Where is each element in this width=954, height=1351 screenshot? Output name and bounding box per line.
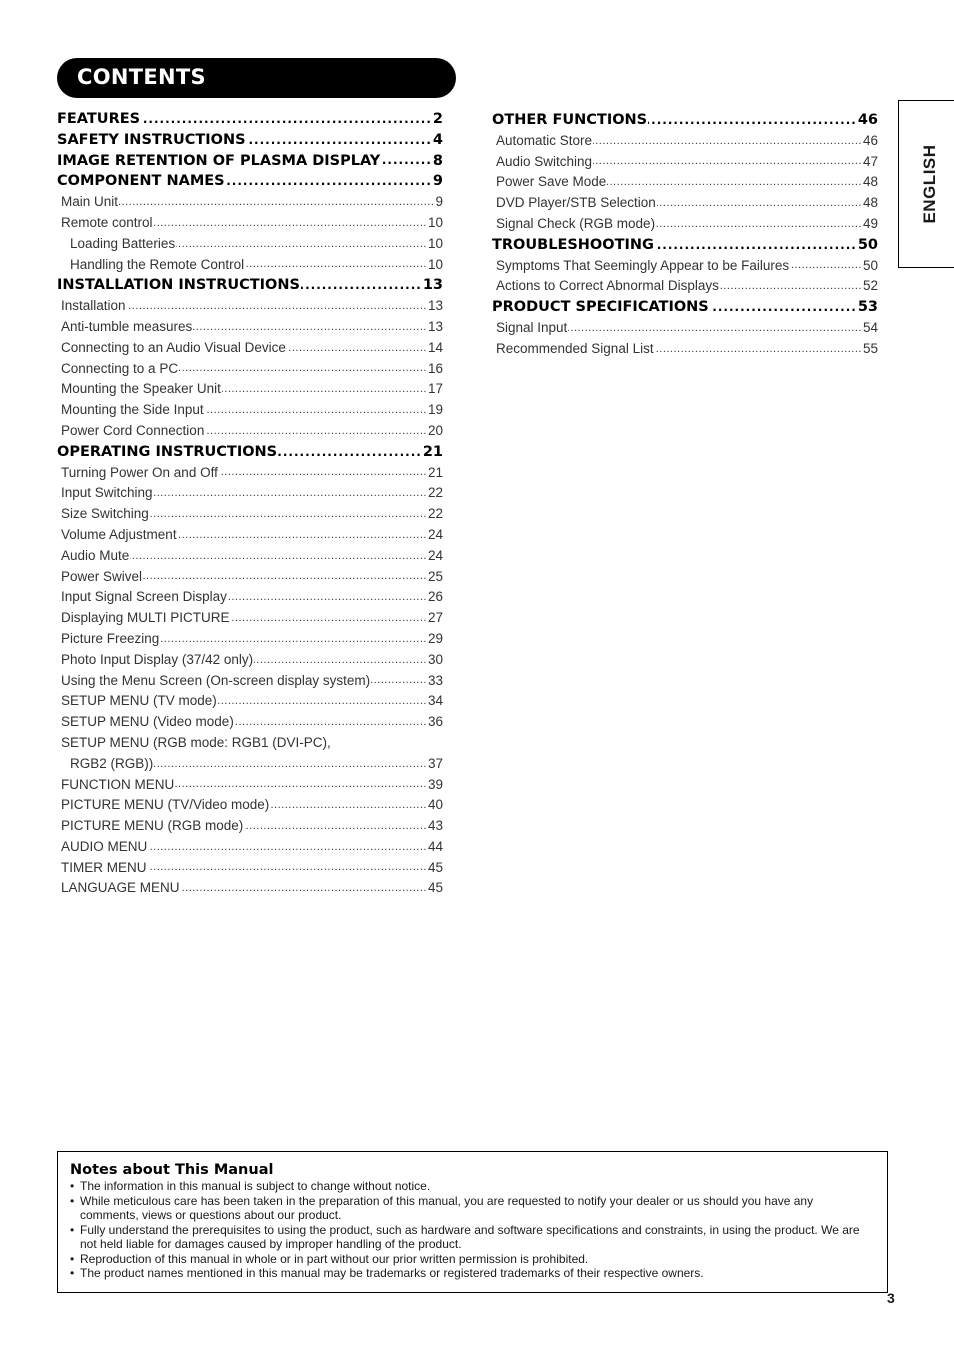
dot-leader xyxy=(154,486,427,500)
toc-page-number: 10 xyxy=(427,235,443,251)
toc-section[interactable] xyxy=(57,130,443,151)
dot-leader xyxy=(278,445,422,459)
toc-entry[interactable] xyxy=(57,775,443,796)
toc-page-number: 33 xyxy=(427,672,443,688)
toc-label: FUNCTION MENU xyxy=(61,776,175,792)
toc-label: RGB2 (RGB)) xyxy=(70,755,154,771)
toc-label: COMPONENT NAMES xyxy=(57,173,225,190)
toc-page-number: 37 xyxy=(427,755,443,771)
toc-label: SETUP MENU (RGB mode: RGB1 (DVI-PC), xyxy=(61,734,331,750)
toc-label: AUDIO MENU xyxy=(61,838,148,854)
toc-page-number: 34 xyxy=(427,693,443,709)
dot-leader xyxy=(150,507,427,521)
dot-leader xyxy=(176,237,427,251)
toc-label: TIMER MENU xyxy=(61,859,147,875)
toc-page-number: 13 xyxy=(427,318,443,334)
toc-label: Signal Check (RGB mode) xyxy=(496,215,656,231)
toc-entry[interactable] xyxy=(57,650,443,671)
notes-title: Notes about This Manual xyxy=(70,1162,274,1178)
toc-entry[interactable] xyxy=(492,256,878,277)
toc-section[interactable] xyxy=(57,171,443,192)
toc-page-number: 36 xyxy=(427,714,443,730)
toc-page-number: 39 xyxy=(427,776,443,792)
toc-entry[interactable] xyxy=(57,858,443,879)
dot-leader xyxy=(127,299,427,313)
toc-label: Mounting the Speaker Unit xyxy=(61,381,221,397)
toc-right-column xyxy=(492,110,878,360)
toc-page-number: 46 xyxy=(857,112,878,128)
toc-entry[interactable] xyxy=(492,276,878,297)
language-tab xyxy=(898,100,954,268)
toc-page-number: 24 xyxy=(427,547,443,563)
dot-leader xyxy=(270,798,427,812)
toc-page-number: 21 xyxy=(422,443,443,460)
toc-page-number: 26 xyxy=(427,589,443,605)
toc-entry[interactable] xyxy=(492,131,878,152)
toc-section[interactable] xyxy=(57,275,443,296)
page-title: CONTENTS xyxy=(77,65,206,89)
dot-leader xyxy=(179,361,427,375)
toc-page-number: 48 xyxy=(862,174,878,190)
dot-leader xyxy=(222,382,427,396)
toc-page-number: 52 xyxy=(862,278,878,294)
dot-leader xyxy=(130,549,427,563)
toc-entry[interactable] xyxy=(57,671,443,692)
toc-label: Automatic Store xyxy=(496,132,593,148)
dot-leader xyxy=(205,424,427,438)
toc-label: Symptoms That Seemingly Appear to be Failures xyxy=(496,257,790,273)
toc-entry[interactable] xyxy=(492,152,878,173)
dot-leader xyxy=(205,403,427,417)
toc-page-number: 4 xyxy=(432,131,443,148)
toc-page-number: 43 xyxy=(427,818,443,834)
toc-entry[interactable] xyxy=(57,296,443,317)
toc-label: Volume Adjustment xyxy=(61,526,177,542)
toc-entry[interactable] xyxy=(57,213,443,234)
toc-entry[interactable] xyxy=(57,878,443,899)
toc-entry[interactable] xyxy=(57,255,443,276)
toc-page-number: 55 xyxy=(862,340,878,356)
toc-page-number: 21 xyxy=(427,464,443,480)
dot-leader xyxy=(301,278,422,292)
dot-leader xyxy=(371,673,427,687)
dot-leader xyxy=(235,715,427,729)
toc-page-number: 53 xyxy=(857,299,878,316)
toc-label: Signal Input xyxy=(496,319,568,335)
toc-section[interactable] xyxy=(57,442,443,463)
dot-leader xyxy=(648,113,857,127)
dot-leader xyxy=(154,757,427,771)
dot-leader xyxy=(228,590,427,604)
toc-page-number: 9 xyxy=(435,194,443,210)
toc-entry[interactable] xyxy=(57,317,443,338)
toc-section[interactable] xyxy=(492,297,878,318)
toc-page-number: 8 xyxy=(432,152,443,169)
dot-leader xyxy=(244,819,427,833)
toc-entry[interactable] xyxy=(57,359,443,380)
toc-entry[interactable] xyxy=(57,754,443,775)
toc-page-number: 47 xyxy=(862,153,878,169)
toc-label: SETUP MENU (Video mode) xyxy=(61,714,234,730)
dot-leader xyxy=(181,881,427,895)
toc-page-number: 54 xyxy=(862,319,878,335)
toc-label: Handling the Remote Control xyxy=(70,256,245,272)
toc-label: PICTURE MENU (RGB mode) xyxy=(61,818,244,834)
dot-leader xyxy=(245,257,427,271)
dot-leader xyxy=(218,694,427,708)
toc-label: Power Save Mode xyxy=(496,174,607,190)
toc-entry[interactable] xyxy=(57,712,443,733)
toc-entry[interactable] xyxy=(57,587,443,608)
dot-leader xyxy=(219,465,427,479)
toc-label: Power Cord Connection xyxy=(61,422,205,438)
toc-label: FEATURES xyxy=(57,111,141,127)
toc-page-number: 50 xyxy=(857,236,878,253)
toc-label: Connecting to an Audio Visual Device xyxy=(61,339,286,355)
toc-label: Picture Freezing xyxy=(61,630,160,646)
toc-entry[interactable] xyxy=(57,629,443,650)
toc-entry[interactable] xyxy=(492,214,878,235)
note-item: • While meticulous care has been taken in the preparation of this manual, you are requested to notify your dealer or us should you have any comments, views or questions about our product. xyxy=(70,1194,875,1223)
dot-leader xyxy=(381,153,432,167)
toc-section[interactable] xyxy=(492,235,878,256)
toc-page-number: 22 xyxy=(427,485,443,501)
toc-entry[interactable] xyxy=(57,837,443,858)
toc-label: PICTURE MENU (TV/Video mode) xyxy=(61,797,270,813)
toc-section[interactable] xyxy=(492,110,878,131)
toc-entry[interactable] xyxy=(492,193,878,214)
dot-leader xyxy=(119,195,434,209)
toc-page-number: 45 xyxy=(427,880,443,896)
toc-page-number: 49 xyxy=(862,215,878,231)
dot-leader xyxy=(710,300,857,314)
dot-leader xyxy=(175,777,427,791)
toc-label: TROUBLESHOOTING xyxy=(492,236,654,253)
toc-label: Input Signal Screen Display xyxy=(61,589,227,605)
toc-page-number: 19 xyxy=(427,402,443,418)
toc-section[interactable] xyxy=(57,109,443,130)
toc-entry[interactable] xyxy=(57,234,443,255)
toc-label: Connecting to a PC xyxy=(61,360,179,376)
toc-label: Audio Switching xyxy=(496,153,593,169)
toc-entry[interactable] xyxy=(492,318,878,339)
toc-page-number: 22 xyxy=(427,506,443,522)
contents-header xyxy=(57,58,456,98)
page-number: 3 xyxy=(887,1290,895,1306)
dot-leader xyxy=(148,840,427,854)
dot-leader xyxy=(143,569,427,583)
toc-entry[interactable] xyxy=(492,172,878,193)
dot-leader xyxy=(160,632,427,646)
toc-label: Using the Menu Screen (On-screen display system) xyxy=(61,672,371,688)
dot-leader xyxy=(568,321,862,335)
toc-entry[interactable] xyxy=(492,339,878,360)
toc-section[interactable] xyxy=(57,151,443,172)
dot-leader xyxy=(231,611,427,625)
toc-page-number: 20 xyxy=(427,422,443,438)
toc-page-number: 30 xyxy=(427,651,443,667)
toc-label: Audio Mute xyxy=(61,547,130,563)
toc-page-number: 10 xyxy=(427,214,443,230)
toc-label: SETUP MENU (TV mode) xyxy=(61,693,217,709)
dot-leader xyxy=(148,860,427,874)
dot-leader xyxy=(790,258,862,272)
toc-label: DVD Player/STB Selection xyxy=(496,195,656,211)
toc-label: Anti-tumble measures xyxy=(61,318,193,334)
toc-page-number: 46 xyxy=(862,132,878,148)
notes-list xyxy=(70,1179,875,1281)
toc-label: Remote control xyxy=(61,214,153,230)
toc-page-number: 13 xyxy=(422,277,443,294)
toc-label: LANGUAGE MENU xyxy=(61,880,180,896)
toc-entry[interactable] xyxy=(57,816,443,837)
toc-entry[interactable] xyxy=(57,463,443,484)
toc-entry[interactable] xyxy=(57,546,443,567)
toc-page-number: 40 xyxy=(427,797,443,813)
toc-label: Displaying MULTI PICTURE xyxy=(61,610,230,626)
toc-page-number: 27 xyxy=(427,610,443,626)
toc-page-number: 13 xyxy=(427,298,443,314)
dot-leader xyxy=(254,653,427,667)
toc-page-number: 16 xyxy=(427,360,443,376)
toc-label: Recommended Signal List xyxy=(496,340,654,356)
toc-entry[interactable] xyxy=(57,338,443,359)
dot-leader xyxy=(247,133,432,147)
toc-entry[interactable] xyxy=(57,795,443,816)
toc-page-number: 25 xyxy=(427,568,443,584)
dot-leader xyxy=(655,342,862,356)
dot-leader xyxy=(141,112,432,126)
dot-leader xyxy=(193,320,427,334)
toc-entry[interactable] xyxy=(57,192,443,213)
toc-entry[interactable] xyxy=(57,483,443,504)
toc-left-column xyxy=(57,109,443,899)
toc-label: Power Swivel xyxy=(61,568,143,584)
dot-leader xyxy=(287,341,427,355)
dot-leader xyxy=(655,238,857,252)
toc-label: INSTALLATION INSTRUCTIONS xyxy=(57,277,300,294)
toc-label: PRODUCT SPECIFICATIONS xyxy=(492,299,709,316)
language-label: ENGLISH xyxy=(919,144,939,224)
dot-leader xyxy=(656,217,862,231)
toc-label: Photo Input Display (37/42 only) xyxy=(61,651,254,667)
toc-page-number: 50 xyxy=(862,257,878,273)
toc-page-number: 2 xyxy=(432,111,443,127)
toc-label: Loading Batteries xyxy=(70,235,176,251)
toc-page-number: 45 xyxy=(427,859,443,875)
toc-entry[interactable] xyxy=(57,504,443,525)
dot-leader xyxy=(154,216,427,230)
toc-page-number: 29 xyxy=(427,630,443,646)
dot-leader xyxy=(593,134,862,148)
toc-entry[interactable] xyxy=(57,379,443,400)
toc-page-number: 9 xyxy=(432,173,443,190)
dot-leader xyxy=(178,528,427,542)
toc-entry[interactable] xyxy=(57,733,443,754)
note-item: • Reproduction of this manual in whole or in part without our prior written permission is prohibited. xyxy=(70,1252,875,1267)
note-item: • The information in this manual is subject to change without notice. xyxy=(70,1179,875,1194)
dot-leader xyxy=(720,279,862,293)
toc-page-number: 10 xyxy=(427,256,443,272)
toc-page-number: 44 xyxy=(427,838,443,854)
dot-leader xyxy=(226,174,432,188)
toc-label: OPERATING INSTRUCTIONS xyxy=(57,443,278,460)
toc-page-number: 17 xyxy=(427,381,443,397)
notes-box xyxy=(57,1151,888,1293)
toc-label: IMAGE RETENTION OF PLASMA DISPLAY xyxy=(57,152,381,169)
toc-label: Size Switching xyxy=(61,506,149,522)
toc-entry[interactable] xyxy=(57,421,443,442)
toc-label: Input Switching xyxy=(61,485,153,501)
toc-label: Actions to Correct Abnormal Displays xyxy=(496,278,719,294)
dot-leader xyxy=(593,154,862,168)
toc-label: Main Unit xyxy=(61,194,119,210)
toc-label: Installation xyxy=(61,298,126,314)
toc-label: SAFETY INSTRUCTIONS xyxy=(57,131,246,148)
toc-entry[interactable] xyxy=(57,608,443,629)
toc-label: Mounting the Side Input xyxy=(61,402,204,418)
toc-label: OTHER FUNCTIONS xyxy=(492,112,648,128)
toc-page-number: 14 xyxy=(427,339,443,355)
toc-entry[interactable] xyxy=(57,691,443,712)
note-item: • The product names mentioned in this manual may be trademarks or registered trademarks of their respective owners. xyxy=(70,1266,875,1281)
dot-leader xyxy=(657,196,862,210)
toc-entry[interactable] xyxy=(57,567,443,588)
toc-entry[interactable] xyxy=(57,525,443,546)
toc-label: Turning Power On and Off xyxy=(61,464,218,480)
dot-leader xyxy=(607,175,862,189)
toc-page-number: 48 xyxy=(862,195,878,211)
note-item: • Fully understand the prerequisites to using the product, such as hardware and software specifications and constraints, in using the product. We are not held liable for damages caused by improper handling of the product. xyxy=(70,1223,875,1252)
toc-entry[interactable] xyxy=(57,400,443,421)
toc-page-number: 24 xyxy=(427,526,443,542)
